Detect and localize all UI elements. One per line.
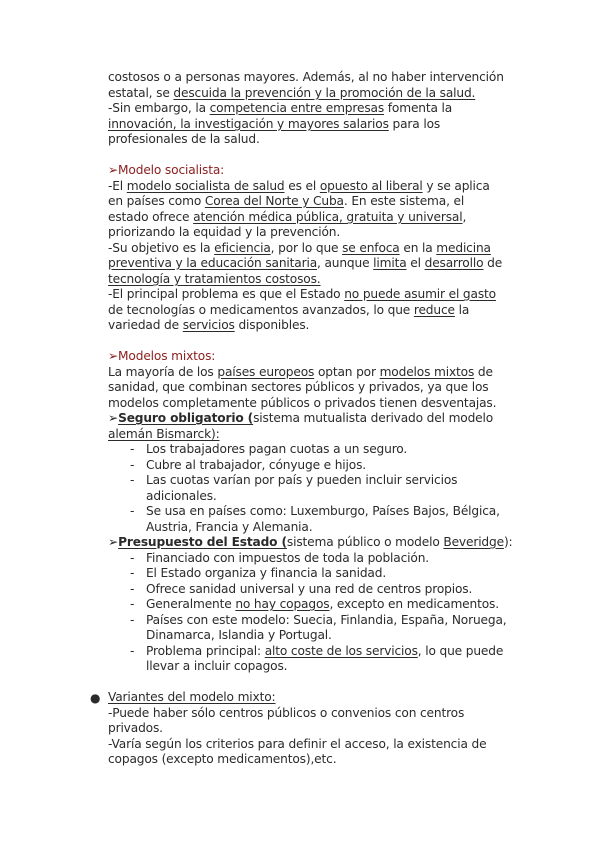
list-item-continuation: Dinamarca, Islandia y Portugal.	[146, 628, 332, 642]
subsection-presupuesto-estado: ➢Presupuesto del Estado (sistema público o modelo Beveridge):	[108, 535, 513, 549]
list-item: Generalmente no hay copagos, excepto en medicamentos.	[146, 597, 499, 611]
list-item: Financiado con impuestos de toda la población.	[146, 551, 430, 565]
list-item: Países con este modelo: Suecia, Finlandia, España, Noruega,	[146, 613, 507, 627]
dash-bullet: -	[130, 582, 135, 596]
text-line: sanidad, que combinan sectores públicos y privados, ya que los	[108, 380, 489, 394]
text-line: copagos (excepto medicamentos),etc.	[108, 752, 337, 766]
section-heading-mixtos: ➢Modelos mixtos:	[108, 349, 216, 363]
list-item: Problema principal: alto coste de los servicios, lo que puede	[146, 644, 504, 658]
list-item-continuation: Austria, Francia y Alemania.	[146, 520, 313, 534]
section-heading-socialista: ➢Modelo socialista:	[108, 163, 225, 177]
section-heading-variantes: Variantes del modelo mixto:	[108, 690, 276, 704]
text-line: modelos completamente públicos o privados tienen desventajas.	[108, 396, 497, 410]
text-line: tecnología y tratamientos costosos.	[108, 272, 321, 286]
dash-bullet: -	[130, 644, 135, 658]
bullet-icon: ●	[90, 691, 101, 705]
text-line: costosos o a personas mayores. Además, al no haber intervención	[108, 70, 504, 84]
dash-bullet: -	[130, 504, 135, 518]
text-line: -Varía según los criterios para definir el acceso, la existencia de	[108, 737, 487, 751]
list-item: Los trabajadores pagan cuotas a un seguro.	[146, 442, 408, 456]
text-line: priorizando la equidad y la prevención.	[108, 225, 341, 239]
list-item: Cubre al trabajador, cónyuge e hijos.	[146, 458, 367, 472]
list-item: El Estado organiza y financia la sanidad.	[146, 566, 387, 580]
text-line: -El principal problema es que el Estado no puede asumir el gasto	[108, 287, 496, 301]
text-line: privados.	[108, 721, 163, 735]
list-item: Ofrece sanidad universal y una red de centros propios.	[146, 582, 473, 596]
list-item: Las cuotas varían por país y pueden incluir servicios	[146, 473, 458, 487]
text-line: de tecnologías o medicamentos avanzados, lo que reduce la	[108, 303, 470, 317]
list-item: Se usa en países como: Luxemburgo, Países Bajos, Bélgica,	[146, 504, 500, 518]
text-line: estatal, se descuida la prevención y la promoción de la salud.	[108, 86, 476, 100]
text-line: alemán Bismarck):	[108, 427, 220, 441]
text-line: -Su objetivo es la eficiencia, por lo que se enfoca en la medicina	[108, 241, 491, 255]
text-line: profesionales de la salud.	[108, 132, 260, 146]
list-item-continuation: adicionales.	[146, 489, 217, 503]
text-line: preventiva y la educación sanitaria, aunque limita el desarrollo de	[108, 256, 503, 270]
dash-bullet: -	[130, 473, 135, 487]
text-line: -Puede haber sólo centros públicos o convenios con centros	[108, 706, 465, 720]
text-line: -Sin embargo, la competencia entre empresas fomenta la	[108, 101, 453, 115]
subsection-seguro-obligatorio: ➢Seguro obligatorio (sistema mutualista derivado del modelo	[108, 411, 494, 425]
text-line: La mayoría de los países europeos optan por modelos mixtos de	[108, 365, 493, 379]
text-line: innovación, la investigación y mayores salarios para los	[108, 117, 441, 131]
text-line: -El modelo socialista de salud es el opuesto al liberal y se aplica	[108, 179, 490, 193]
dash-bullet: -	[130, 442, 135, 456]
list-item-continuation: llevar a incluir copagos.	[146, 659, 288, 673]
dash-bullet: -	[130, 566, 135, 580]
dash-bullet: -	[130, 458, 135, 472]
dash-bullet: -	[130, 613, 135, 627]
dash-bullet: -	[130, 597, 135, 611]
dash-bullet: -	[130, 551, 135, 565]
text-line: variedad de servicios disponibles.	[108, 318, 310, 332]
text-line: en países como Corea del Norte y Cuba. En este sistema, el	[108, 194, 465, 208]
text-line: estado ofrece atención médica pública, gratuita y universal,	[108, 210, 467, 224]
